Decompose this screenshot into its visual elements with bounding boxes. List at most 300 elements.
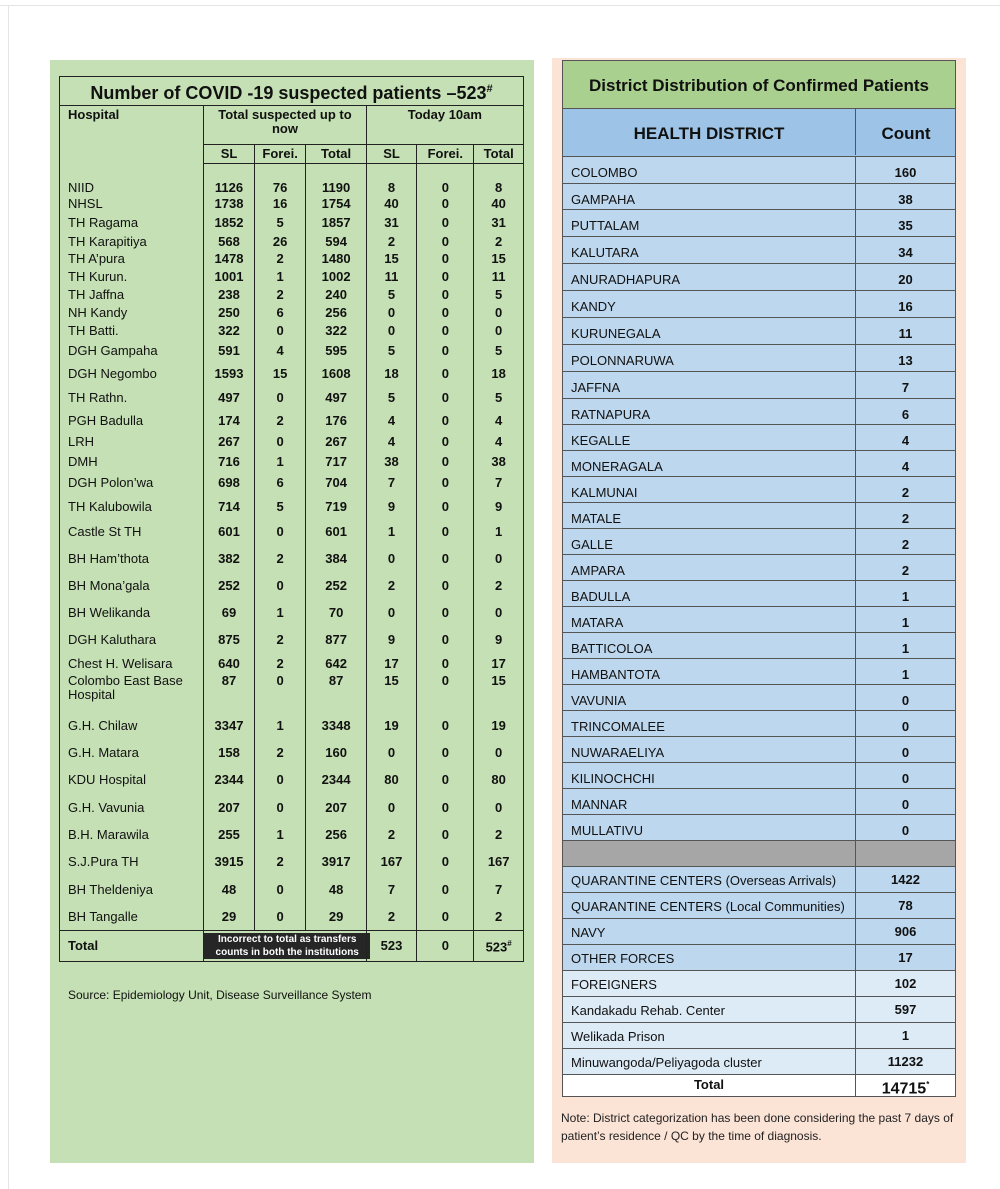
district-name: TRINCOMALEE [571, 719, 665, 734]
today-forei-cell: 0 [417, 251, 474, 268]
today-sl-cell: 2 [366, 233, 417, 251]
hospital-name: B.H. Marawila [60, 822, 204, 849]
district-note: Note: District categorization has been done considering the past 7 days of patient’s residence / QC by the time of diagnosis. [561, 1111, 954, 1143]
total-cell: 642 [306, 654, 366, 674]
sl-cell: 1852 [204, 213, 255, 233]
forei-cell: 0 [254, 794, 306, 822]
sl-cell: 382 [204, 545, 255, 573]
today-sl-cell: 5 [366, 286, 417, 304]
hospital-name: PGH Badulla [60, 410, 204, 432]
forei-cell: 2 [254, 286, 306, 304]
today-total-cell: 0 [474, 322, 524, 340]
category-name: QUARANTINE CENTERS (Local Communities) [571, 899, 845, 914]
today-total-cell: 4 [474, 432, 524, 452]
district-count: 11 [898, 326, 913, 341]
district-name: KEGALLE [571, 433, 631, 448]
hospital-name: KDU Hospital [60, 767, 204, 794]
hospital-name: Castle St TH [60, 520, 204, 545]
sl-cell: 601 [204, 520, 255, 545]
district-row [562, 477, 956, 503]
top-divider [0, 5, 1000, 6]
today-total-cell: 15 [474, 251, 524, 268]
district-name: NUWARAELIYA [571, 745, 665, 760]
forei-cell: 6 [254, 472, 306, 495]
sl-cell: 69 [204, 600, 255, 627]
today-sl-cell: 4 [366, 432, 417, 452]
district-row [562, 318, 956, 345]
sl-cell: 158 [204, 740, 255, 767]
district-row [562, 372, 956, 399]
total-cell: 240 [306, 286, 366, 304]
district-name: GALLE [571, 537, 613, 552]
category-count: 78 [898, 898, 913, 913]
today-sl-cell: 18 [366, 362, 417, 387]
total-cell: 1857 [306, 213, 366, 233]
today-forei-header: Forei. [417, 145, 474, 164]
category-name: QUARANTINE CENTERS (Overseas Arrivals) [571, 873, 837, 888]
sl-cell: 87 [204, 674, 255, 713]
sl-cell: 591 [204, 340, 255, 362]
today-sl-cell: 19 [366, 713, 417, 740]
table-row [60, 794, 524, 822]
sl-cell: 267 [204, 432, 255, 452]
district-name: KALUTARA [571, 245, 639, 260]
table-row [60, 573, 524, 600]
district-row [562, 425, 956, 451]
district-name: KALMUNAI [571, 485, 638, 500]
district-row [562, 529, 956, 555]
today-forei-cell: 0 [417, 794, 474, 822]
suspected-patients-table [59, 76, 524, 962]
district-name: MULLATIVU [571, 823, 643, 838]
forei-cell: 2 [254, 654, 306, 674]
category-count: 1422 [891, 872, 920, 887]
today-sl-cell: 0 [366, 600, 417, 627]
table-row [60, 600, 524, 627]
table-row [60, 674, 524, 713]
table-row [60, 286, 524, 304]
sl-cell: 1593 [204, 362, 255, 387]
hospital-name: BH Ham’thota [60, 545, 204, 573]
district-count: 7 [901, 380, 910, 395]
category-name: OTHER FORCES [571, 951, 675, 966]
total-cell: 70 [306, 600, 366, 627]
today-sl-cell: 0 [366, 322, 417, 340]
today-forei-cell: 0 [417, 410, 474, 432]
grand-total-row [562, 1075, 956, 1097]
hospital-name: BH Mona’gala [60, 573, 204, 600]
today-forei-cell: 0 [417, 713, 474, 740]
forei-cell: 0 [254, 387, 306, 410]
total-cell: 2344 [306, 767, 366, 794]
district-row [562, 210, 956, 237]
total-cell: 252 [306, 573, 366, 600]
total-label: Total [60, 931, 204, 962]
district-name: MANNAR [571, 797, 628, 812]
district-count: 35 [898, 218, 913, 233]
district-count: 0 [901, 823, 910, 838]
sl-cell: 29 [204, 904, 255, 931]
sl-cell: 250 [204, 304, 255, 322]
today-forei-cell: 0 [417, 432, 474, 452]
table-row [60, 432, 524, 452]
forei-cell: 16 [254, 196, 306, 213]
district-count: 0 [901, 693, 910, 708]
total-cell: 87 [306, 674, 366, 713]
suspected-table-title: Number of COVID -19 suspected patients –523# [60, 77, 524, 106]
total-cell: 256 [306, 304, 366, 322]
district-count: 2 [901, 537, 910, 552]
today-total-cell: 7 [474, 472, 524, 495]
total-cell: 594 [306, 233, 366, 251]
hospital-name: TH Karapitiya [60, 233, 204, 251]
today-forei-cell: 0 [417, 627, 474, 654]
district-name: ANURADHAPURA [571, 272, 681, 287]
category-count: 17 [898, 950, 913, 965]
today-total-cell: 0 [474, 545, 524, 573]
table-row [60, 196, 524, 213]
today-total-cell: 80 [474, 767, 524, 794]
forei-cell: 0 [254, 520, 306, 545]
district-row [562, 815, 956, 841]
hospital-name: G.H. Vavunia [60, 794, 204, 822]
today-total-cell: 8 [474, 180, 524, 196]
district-count: 2 [901, 511, 910, 526]
table-row [60, 268, 524, 286]
district-row [562, 291, 956, 318]
district-row [562, 555, 956, 581]
forei-cell: 0 [254, 876, 306, 904]
sl-cell: 1126 [204, 180, 255, 196]
total-cell: 322 [306, 322, 366, 340]
grand-total-label: Total [693, 1077, 725, 1092]
forei-cell: 1 [254, 822, 306, 849]
today-sl-cell: 31 [366, 213, 417, 233]
total-cell: 719 [306, 495, 366, 520]
district-count: 2 [901, 563, 910, 578]
district-row [562, 237, 956, 264]
total-cell: 3917 [306, 849, 366, 876]
left-divider [8, 5, 9, 1189]
today-sl-cell: 7 [366, 876, 417, 904]
source-note: Source: Epidemiology Unit, Disease Surveillance System [68, 988, 372, 1002]
category-name: Minuwangoda/Peliyagoda cluster [571, 1055, 762, 1070]
table-row [60, 849, 524, 876]
today-forei-cell: 0 [417, 233, 474, 251]
forei-cell: 2 [254, 545, 306, 573]
district-row [562, 503, 956, 529]
hospital-name: G.H. Chilaw [60, 713, 204, 740]
today-header: Today 10am [366, 106, 523, 145]
district-count: 1 [901, 641, 910, 656]
district-row [562, 184, 956, 210]
sl-cell: 322 [204, 322, 255, 340]
hospital-name: NIID [60, 180, 204, 196]
forei-header: Forei. [254, 145, 306, 164]
district-table-header [562, 109, 956, 157]
total-cell: 160 [306, 740, 366, 767]
today-forei-cell: 0 [417, 740, 474, 767]
category-count: 102 [894, 976, 917, 991]
today-total-cell: 5 [474, 286, 524, 304]
district-name: JAFFNA [571, 380, 621, 395]
forei-cell: 1 [254, 268, 306, 286]
table-row [60, 713, 524, 740]
today-sl-cell: 8 [366, 180, 417, 196]
hospital-name: DMH [60, 452, 204, 472]
forei-cell: 0 [254, 322, 306, 340]
total-today-total: 523# [474, 931, 524, 962]
today-sl-cell: 2 [366, 904, 417, 931]
table-row [60, 180, 524, 196]
sl-cell: 1478 [204, 251, 255, 268]
table-row [60, 213, 524, 233]
table-row [60, 654, 524, 674]
district-count: 38 [898, 192, 913, 207]
other-category-row [562, 1049, 956, 1075]
district-row [562, 633, 956, 659]
sl-cell: 698 [204, 472, 255, 495]
total-cell: 717 [306, 452, 366, 472]
today-total-cell: 0 [474, 794, 524, 822]
health-district-header: HEALTH DISTRICT [563, 109, 856, 155]
today-total-cell: 4 [474, 410, 524, 432]
category-name: Kandakadu Rehab. Center [571, 1003, 725, 1018]
district-name: PUTTALAM [571, 218, 640, 233]
today-sl-cell: 0 [366, 304, 417, 322]
today-total-cell: 9 [474, 495, 524, 520]
district-count: 0 [901, 719, 910, 734]
hospital-name: LRH [60, 432, 204, 452]
today-forei-cell: 0 [417, 876, 474, 904]
today-total-cell: 167 [474, 849, 524, 876]
today-sl-cell: 80 [366, 767, 417, 794]
today-forei-cell: 0 [417, 304, 474, 322]
sl-cell: 1001 [204, 268, 255, 286]
district-name: KURUNEGALA [571, 326, 661, 341]
today-total-cell: 18 [474, 362, 524, 387]
sl-header: SL [204, 145, 255, 164]
total-cell: 267 [306, 432, 366, 452]
count-header: Count [881, 124, 931, 143]
total-transfer-note: Incorrect to total as transfers counts in both the institutions [204, 933, 370, 959]
hospital-name: S.J.Pura TH [60, 849, 204, 876]
district-row [562, 399, 956, 425]
today-total-cell: 1 [474, 520, 524, 545]
total-cell: 256 [306, 822, 366, 849]
district-row [562, 264, 956, 291]
hospital-name: Chest H. Welisara [60, 654, 204, 674]
table-row [60, 767, 524, 794]
district-row [562, 607, 956, 633]
today-total-cell: 2 [474, 573, 524, 600]
district-table-title: District Distribution of Confirmed Patients [562, 60, 956, 109]
today-sl-cell: 5 [366, 387, 417, 410]
district-name: KILINOCHCHI [571, 771, 655, 786]
today-forei-cell: 0 [417, 322, 474, 340]
other-category-row [562, 867, 956, 893]
total-today-forei: 0 [417, 931, 474, 962]
today-total-cell: 40 [474, 196, 524, 213]
district-count: 0 [901, 797, 910, 812]
today-forei-cell: 0 [417, 340, 474, 362]
hospital-name: NH Kandy [60, 304, 204, 322]
today-forei-cell: 0 [417, 452, 474, 472]
category-count: 1 [901, 1028, 910, 1043]
table-row [60, 452, 524, 472]
today-forei-cell: 0 [417, 495, 474, 520]
hospital-name: BH Welikanda [60, 600, 204, 627]
today-total-cell: 17 [474, 654, 524, 674]
district-name: BADULLA [571, 589, 631, 604]
today-sl-cell: 5 [366, 340, 417, 362]
sl-cell: 174 [204, 410, 255, 432]
today-total-cell: 11 [474, 268, 524, 286]
sl-cell: 2344 [204, 767, 255, 794]
today-total-cell: 2 [474, 233, 524, 251]
sl-cell: 875 [204, 627, 255, 654]
district-name: KANDY [571, 299, 616, 314]
forei-cell: 0 [254, 432, 306, 452]
forei-cell: 0 [254, 573, 306, 600]
total-today-sl: 523 [366, 931, 417, 962]
forei-cell: 26 [254, 233, 306, 251]
today-total-cell: 31 [474, 213, 524, 233]
district-count: 34 [898, 245, 913, 260]
other-category-row [562, 997, 956, 1023]
forei-cell: 0 [254, 767, 306, 794]
district-row [562, 711, 956, 737]
district-count: 0 [901, 771, 910, 786]
category-count: 11232 [887, 1054, 924, 1069]
district-row [562, 789, 956, 815]
table-row [60, 627, 524, 654]
forei-cell: 0 [254, 674, 306, 713]
today-forei-cell: 0 [417, 268, 474, 286]
hospital-name: BH Tangalle [60, 904, 204, 931]
hospital-name: TH Rathn. [60, 387, 204, 410]
district-row [562, 685, 956, 711]
today-forei-cell: 0 [417, 904, 474, 931]
hospital-name: DGH Gampaha [60, 340, 204, 362]
district-row [562, 581, 956, 607]
table-row [60, 322, 524, 340]
hospital-name: G.H. Matara [60, 740, 204, 767]
other-category-row [562, 971, 956, 997]
today-sl-cell: 7 [366, 472, 417, 495]
district-rows [562, 157, 956, 1097]
district-name: MATALE [571, 511, 622, 526]
district-name: POLONNARUWA [571, 353, 674, 368]
today-total-cell: 2 [474, 904, 524, 931]
district-name: VAVUNIA [571, 693, 627, 708]
today-sl-cell: 2 [366, 822, 417, 849]
district-row [562, 345, 956, 372]
hospital-name: BH Theldeniya [60, 876, 204, 904]
today-sl-cell: 9 [366, 495, 417, 520]
forei-cell: 76 [254, 180, 306, 196]
today-total-cell: 38 [474, 452, 524, 472]
category-name: Welikada Prison [571, 1029, 665, 1044]
district-row [562, 157, 956, 184]
today-forei-cell: 0 [417, 600, 474, 627]
total-cell: 29 [306, 904, 366, 931]
hospital-name: TH A’pura [60, 251, 204, 268]
table-row [60, 340, 524, 362]
total-cell: 1754 [306, 196, 366, 213]
today-sl-cell: 9 [366, 627, 417, 654]
table-row [60, 472, 524, 495]
district-count: 20 [898, 272, 913, 287]
sl-cell: 255 [204, 822, 255, 849]
hospital-name: NHSL [60, 196, 204, 213]
district-count: 16 [898, 299, 913, 314]
today-forei-cell: 0 [417, 545, 474, 573]
table-row [60, 304, 524, 322]
table-row [60, 740, 524, 767]
forei-cell: 5 [254, 213, 306, 233]
today-total-header: Total [474, 145, 524, 164]
today-sl-cell: 11 [366, 268, 417, 286]
other-category-row [562, 893, 956, 919]
total-cell: 3348 [306, 713, 366, 740]
today-forei-cell: 0 [417, 196, 474, 213]
district-count: 1 [901, 667, 910, 682]
today-sl-cell: 15 [366, 674, 417, 713]
hospital-name: TH Batti. [60, 322, 204, 340]
total-cell: 601 [306, 520, 366, 545]
district-row [562, 451, 956, 477]
table-row [60, 387, 524, 410]
district-row [562, 763, 956, 789]
district-count: 2 [901, 485, 910, 500]
total-cell: 1002 [306, 268, 366, 286]
today-sl-header: SL [366, 145, 417, 164]
today-total-cell: 5 [474, 340, 524, 362]
sl-cell: 714 [204, 495, 255, 520]
today-sl-cell: 17 [366, 654, 417, 674]
total-cell: 1190 [306, 180, 366, 196]
total-cell: 384 [306, 545, 366, 573]
today-total-cell: 9 [474, 627, 524, 654]
table-row [60, 822, 524, 849]
district-name: AMPARA [571, 563, 625, 578]
today-forei-cell: 0 [417, 573, 474, 600]
today-forei-cell: 0 [417, 180, 474, 196]
sl-cell: 716 [204, 452, 255, 472]
total-cell: 1480 [306, 251, 366, 268]
total-cell: 595 [306, 340, 366, 362]
forei-cell: 0 [254, 904, 306, 931]
grand-total-value: 14715* [881, 1080, 930, 1098]
forei-cell: 2 [254, 251, 306, 268]
today-sl-cell: 0 [366, 794, 417, 822]
district-row [562, 737, 956, 763]
district-name: HAMBANTOTA [571, 667, 661, 682]
category-count: 906 [894, 924, 917, 939]
forei-cell: 1 [254, 452, 306, 472]
total-cell: 1608 [306, 362, 366, 387]
today-sl-cell: 40 [366, 196, 417, 213]
district-count: 4 [901, 433, 910, 448]
forei-cell: 15 [254, 362, 306, 387]
district-count: 0 [901, 745, 910, 760]
district-count: 160 [894, 165, 917, 180]
today-forei-cell: 0 [417, 387, 474, 410]
table-row [60, 876, 524, 904]
table-row [60, 251, 524, 268]
forei-cell: 2 [254, 849, 306, 876]
